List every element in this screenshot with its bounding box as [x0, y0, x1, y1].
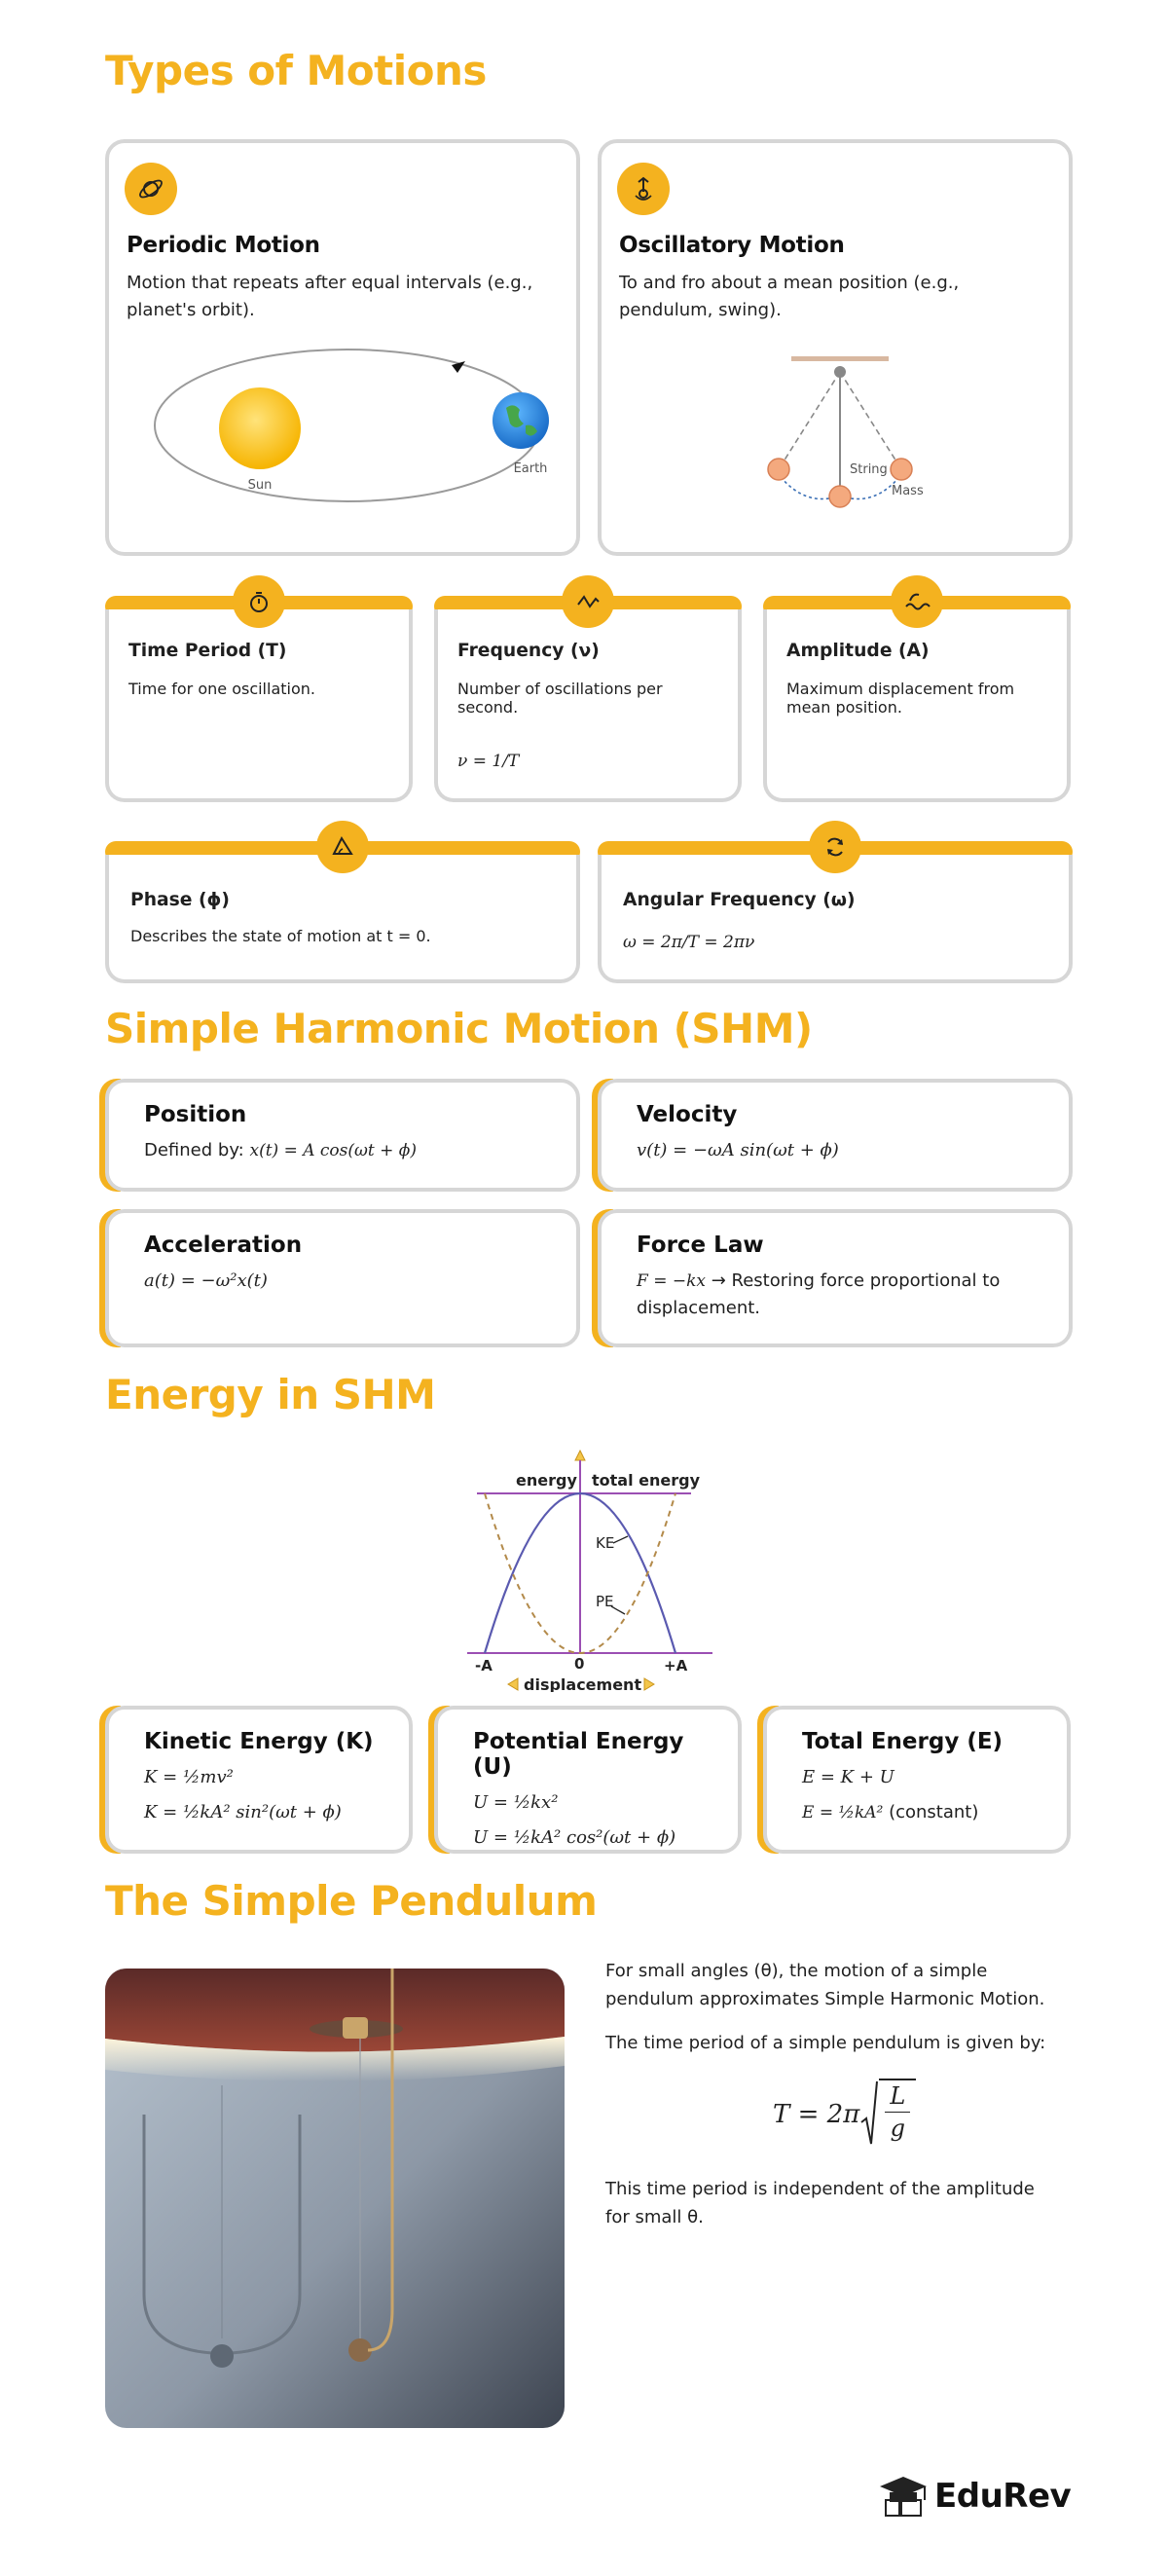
total-title: Total Energy (E) [802, 1729, 1004, 1754]
sun-icon [219, 387, 301, 469]
total-energy-label: total energy [592, 1471, 701, 1490]
sqrt-icon [859, 2079, 879, 2150]
periodic-desc: Motion that repeats after equal intervals (e.g., planet's orbit). [127, 273, 533, 320]
acceleration-title: Acceleration [144, 1233, 303, 1258]
position-prefix: Defined by: [144, 1140, 244, 1160]
total-suffix: (constant) [889, 1802, 979, 1822]
pendulum-p1: For small angles (θ), the motion of a simple pendulum approximates Simple Harmonic Motion. [605, 1961, 1045, 2009]
kinetic-f2: K = ½kA² sin²(ωt + ϕ) [144, 1802, 342, 1822]
string-label: String [850, 462, 888, 477]
potential-f1: U = ½kx² [473, 1792, 559, 1813]
amplitude-title: Amplitude (A) [786, 641, 930, 661]
refresh-icon [809, 821, 861, 873]
position-title: Position [144, 1102, 247, 1127]
angular-formula: ω = 2π/T = 2πν [623, 933, 755, 952]
displacement-label: displacement [524, 1675, 642, 1692]
orbit-diagram [138, 348, 557, 523]
force-title: Force Law [637, 1233, 764, 1258]
potential-card [434, 1706, 742, 1854]
periodic-motion-card [105, 139, 580, 556]
section-title-types: Types of Motions [105, 47, 487, 94]
energy-graph [457, 1449, 720, 1692]
pos-a-label: +A [664, 1657, 688, 1674]
amplitude-desc: Maximum displacement from mean position. [786, 680, 1015, 717]
oscillatory-motion-card [598, 139, 1073, 556]
mass-label: Mass [892, 484, 924, 498]
total-f1: E = K + U [802, 1767, 894, 1787]
acceleration-formula: a(t) = −ω²x(t) [144, 1270, 268, 1291]
pendulum-diagram [728, 352, 981, 537]
pendulum-p2: The time period of a simple pendulum is given by: [605, 2033, 1046, 2053]
kinetic-f1: K = ½mv² [144, 1767, 234, 1787]
oscillatory-desc: To and fro about a mean position (e.g., pendulum, swing). [619, 273, 960, 320]
graduation-cap-icon [878, 2473, 929, 2520]
stopwatch-icon [233, 575, 285, 628]
position-card [105, 1079, 580, 1192]
position-formula: x(t) = A cos(ωt + ϕ) [249, 1141, 417, 1160]
frequency-desc: Number of oscillations per second. [457, 680, 663, 717]
earth-label: Earth [513, 461, 548, 476]
velocity-card [598, 1079, 1073, 1192]
force-formula: F = −kx [637, 1271, 706, 1291]
pendulum-formula-left: T = 2π [773, 2100, 860, 2129]
total-card [763, 1706, 1071, 1854]
oscillatory-title: Oscillatory Motion [619, 233, 845, 258]
velocity-title: Velocity [637, 1102, 738, 1127]
periodic-title: Periodic Motion [127, 233, 320, 258]
zero-label: 0 [574, 1655, 585, 1673]
pe-label: PE [596, 1593, 614, 1610]
kinetic-title: Kinetic Energy (K) [144, 1729, 374, 1754]
acceleration-card [105, 1209, 580, 1347]
time-period-title: Time Period (T) [128, 641, 287, 661]
ke-label: KE [596, 1534, 615, 1552]
section-title-pendulum: The Simple Pendulum [105, 1877, 598, 1925]
frequency-card [434, 609, 742, 802]
brand-name: EduRev [934, 2477, 1072, 2516]
velocity-formula: v(t) = −ωA sin(ωt + ϕ) [637, 1140, 839, 1160]
waves-icon [891, 575, 943, 628]
phase-card [105, 855, 580, 983]
earth-icon [493, 392, 549, 449]
section-title-energy: Energy in SHM [105, 1371, 436, 1418]
total-f2: E = ½kA² [802, 1803, 884, 1822]
pendulum-p3: This time period is independent of the amplitude for small θ. [605, 2179, 1035, 2227]
time-period-desc: Time for one oscillation. [128, 680, 315, 698]
time-period-card [105, 609, 413, 802]
pendulum-formula [773, 2076, 916, 2153]
formula-numerator: L [890, 2081, 906, 2110]
angular-title: Angular Frequency (ω) [623, 890, 856, 910]
section-title-shm: Simple Harmonic Motion (SHM) [105, 1005, 813, 1052]
pendulum-photo [105, 1969, 565, 2428]
wave-icon [562, 575, 614, 628]
phase-desc: Describes the state of motion at t = 0. [130, 927, 431, 945]
orbit-icon [125, 163, 177, 215]
force-card [598, 1209, 1073, 1347]
swing-icon [617, 163, 670, 215]
force-desc: → Restoring force proportional to displacement. [637, 1270, 1001, 1318]
angle-icon [316, 821, 369, 873]
sun-label: Sun [247, 478, 273, 493]
amplitude-card [763, 609, 1071, 802]
phase-title: Phase (ϕ) [130, 890, 230, 910]
frequency-formula: ν = 1/T [457, 752, 520, 771]
energy-axis-label: energy [516, 1471, 577, 1490]
neg-a-label: -A [475, 1657, 493, 1674]
kinetic-card [105, 1706, 413, 1854]
potential-title: Potential Energy (U) [473, 1729, 684, 1780]
frequency-title: Frequency (ν) [457, 641, 600, 661]
brand-logo [878, 2473, 1071, 2520]
formula-denominator: g [890, 2114, 905, 2142]
angular-card [598, 855, 1073, 983]
potential-f2: U = ½kA² cos²(ωt + ϕ) [473, 1827, 676, 1848]
